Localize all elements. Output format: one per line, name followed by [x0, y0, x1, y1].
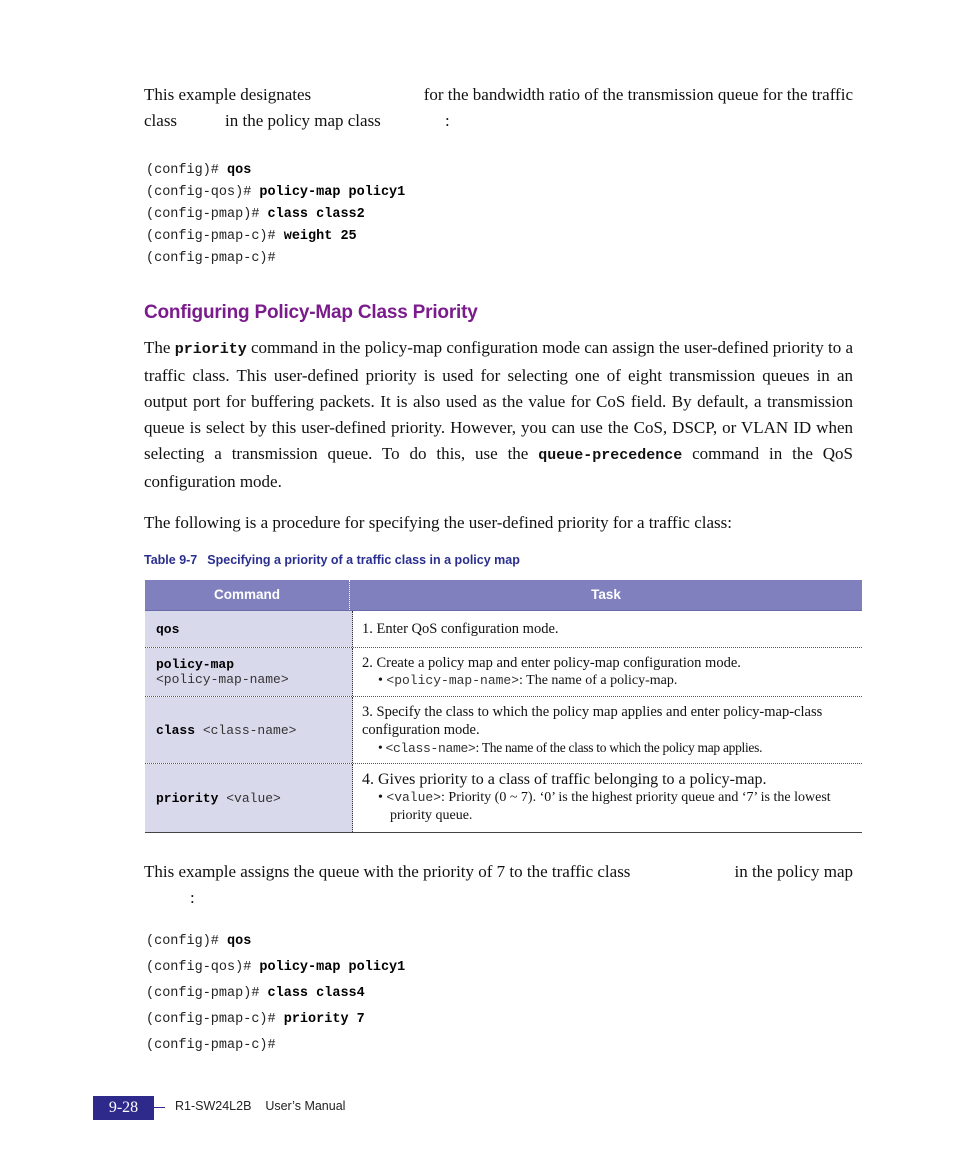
header-command: Command [145, 580, 350, 610]
command-cell: class <class-name> [145, 697, 353, 763]
example-paragraph [144, 859, 853, 911]
task-cell: 1. Enter QoS configuration mode. [362, 621, 559, 637]
body-paragraph: The priority command in the policy-map configuration mode can assign the user-defined priority to a traffic class. This user-defined priority is used for selecting one of eight transmission queues in an output port for buffering packets. It is also used as the value for CoS field. By default, a transmission queue is select by this user-defined priority. However, you can use the CoS, DSCP, or VLAN ID when selecting a transmission queue. To do this, use the queue-precedence command in the QoS configuration mode. [144, 338, 853, 491]
command-cell: policy-map <policy-map-name> [145, 648, 353, 696]
code-block-2 [146, 931, 405, 1061]
intro-text-1b: for the bandwidth ratio of the transmission queue for the traffic [423, 85, 853, 104]
code-line: (config-pmap)# class class2 [146, 207, 365, 222]
task-cell: 4. Gives priority to a class of traffic belonging to a policy-map. • <value>: Priority (0 ~ 7). ‘0’ is the highest priority queue and ‘7’ is the lowest priority queue. [362, 771, 831, 823]
table-row [145, 697, 862, 764]
code-line: (config-pmap)# class class4 [146, 986, 365, 1001]
example-text-1b: in the policy map [734, 862, 853, 881]
intro-text-2c: : [445, 111, 450, 130]
example-text-2: : [190, 888, 195, 907]
code-line: (config-pmap-c)# [146, 251, 276, 266]
table-row [145, 611, 862, 648]
code-line: (config-pmap-c)# weight 25 [146, 229, 357, 244]
section-heading: Configuring Policy-Map Class Priority [144, 302, 478, 323]
priority-keyword: priority [174, 341, 247, 358]
footer-divider [154, 1107, 165, 1108]
code-line: (config-qos)# policy-map policy1 [146, 185, 406, 200]
intro-text-2b: in the policy map class [225, 111, 381, 130]
table-caption: Table 9-7 Specifying a priority of a traffic class in a policy map [144, 553, 520, 567]
procedure-intro: The following is a procedure for specifying the user-defined priority for a traffic class: [144, 513, 732, 532]
code-line: (config)# qos [146, 163, 252, 178]
code-line: (config-qos)# policy-map policy1 [146, 960, 406, 975]
code-line: (config-pmap-c)# [146, 1038, 276, 1053]
page-number: 9-28 [93, 1096, 154, 1120]
command-cell: qos [145, 611, 353, 647]
table-row [145, 648, 862, 697]
code-line: (config)# qos [146, 934, 252, 949]
intro-text-1a: This example designates [144, 85, 312, 104]
table-header [145, 580, 862, 611]
task-cell: 3. Specify the class to which the policy map applies and enter policy-map-class configuration mode. • <class-name>: The name of the class to which the policy map applies. [362, 703, 823, 756]
command-cell: priority <value> [145, 764, 353, 832]
table-row [145, 764, 862, 833]
intro-text-2a: class [144, 111, 178, 130]
code-block-1 [146, 160, 405, 270]
header-task: Task [591, 587, 621, 602]
manual-title: R1-SW24L2B User’s Manual [175, 1099, 346, 1113]
task-cell: 2. Create a policy map and enter policy-map configuration mode. • <policy-map-name>: The name of a policy-map. [362, 655, 741, 688]
code-line: (config-pmap-c)# priority 7 [146, 1012, 365, 1027]
command-table [145, 580, 862, 833]
example-text-1a: This example assigns the queue with the priority of 7 to the traffic class [144, 862, 631, 881]
queue-precedence-keyword: queue-precedence [538, 447, 683, 464]
intro-paragraph [144, 82, 853, 134]
